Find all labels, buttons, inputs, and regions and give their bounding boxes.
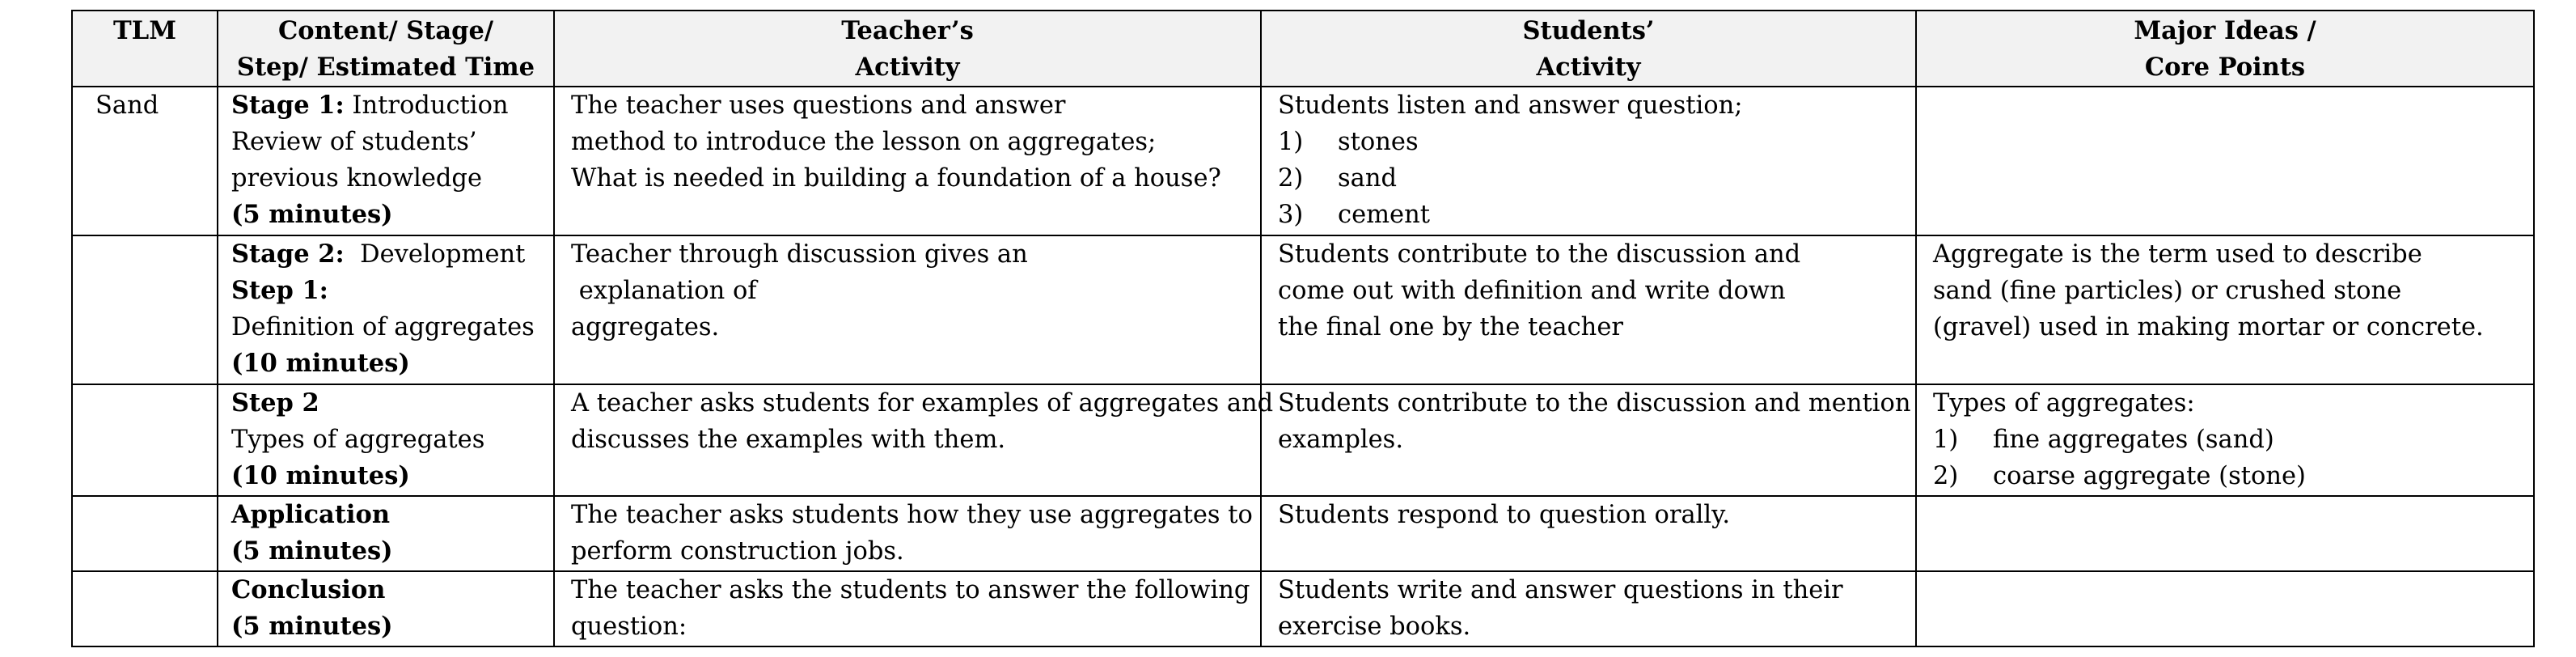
content-cell: Step 2 Types of aggregates (10 minutes) bbox=[218, 384, 554, 496]
content-cell bbox=[218, 496, 554, 571]
list-item: 1) stones bbox=[1278, 128, 1419, 156]
content-cell bbox=[218, 571, 554, 646]
header-content-stage: Content/ Stage/ Step/ Estimated Time bbox=[218, 11, 554, 87]
tlm-cell bbox=[72, 571, 218, 646]
major-ideas-cell bbox=[1916, 571, 2534, 646]
list-item: 2) coarse aggregate (stone) bbox=[1933, 462, 2306, 490]
step-label: Step 2 bbox=[231, 388, 319, 418]
major-ideas-cell bbox=[1916, 87, 2534, 235]
header-row bbox=[72, 11, 2534, 87]
content-cell: Stage 1: Introduction Review of students’ previous knowledge (5 minutes) bbox=[218, 87, 554, 235]
estimated-time: (10 minutes) bbox=[231, 349, 410, 378]
table-row bbox=[72, 571, 2534, 646]
table-row bbox=[72, 87, 2534, 235]
major-ideas-cell bbox=[1916, 496, 2534, 571]
estimated-time: (10 minutes) bbox=[231, 461, 410, 490]
lesson-plan-container bbox=[71, 10, 2533, 647]
students-activity-cell: Students listen and answer question; 1) stones 2) sand 3) cement bbox=[1261, 87, 1916, 235]
students-activity-cell: Students contribute to the discussion and mention examples. bbox=[1261, 384, 1916, 496]
header-major-ideas: Major Ideas / Core Points bbox=[1916, 11, 2534, 87]
students-activity-cell: Students respond to question orally. bbox=[1261, 496, 1916, 571]
major-ideas-cell: Types of aggregates: 1) fine aggregates (sand) 2) coarse aggregate (stone) bbox=[1916, 384, 2534, 496]
content-cell: Stage 2: Development Step 1: Definition of aggregates (10 minutes) bbox=[218, 235, 554, 384]
step-label: Step 1: bbox=[231, 276, 328, 305]
major-ideas-cell: Aggregate is the term used to describe sand (fine particles) or crushed stone (gravel) used in making mortar or concrete. bbox=[1916, 235, 2534, 384]
estimated-time: (5 minutes) bbox=[231, 536, 393, 566]
tlm-cell bbox=[72, 235, 218, 384]
tlm-cell: Sand bbox=[72, 87, 218, 235]
stage-title: Development bbox=[344, 240, 526, 269]
header-students-activity: Students’ Activity bbox=[1261, 11, 1916, 87]
students-activity-cell: Students contribute to the discussion and come out with definition and write down the final one by the teacher bbox=[1261, 235, 1916, 384]
tlm-cell bbox=[72, 384, 218, 496]
list-item: 2) sand bbox=[1278, 164, 1398, 193]
table-row bbox=[72, 235, 2534, 384]
table-row bbox=[72, 384, 2534, 496]
list-item: 1) fine aggregates (sand) bbox=[1933, 426, 2274, 454]
stage-label: Stage 2: bbox=[231, 239, 345, 269]
teacher-activity-cell: The teacher asks the students to answer the following question: bbox=[554, 571, 1261, 646]
estimated-time: (5 minutes) bbox=[231, 200, 393, 229]
header-tlm: TLM bbox=[72, 11, 218, 87]
section-title: Application bbox=[231, 500, 391, 529]
students-activity-cell: Students write and answer questions in their exercise books. bbox=[1261, 571, 1916, 646]
section-title: Conclusion bbox=[231, 575, 386, 604]
lesson-plan-table bbox=[71, 10, 2535, 647]
teacher-activity-cell: A teacher asks students for examples of aggregates and discusses the examples with them. bbox=[554, 384, 1261, 496]
stage-title: Introduction bbox=[344, 91, 509, 120]
header-teacher-activity: Teacher’s Activity bbox=[554, 11, 1261, 87]
teacher-activity-cell: Teacher through discussion gives an explanation of aggregates. bbox=[554, 235, 1261, 384]
estimated-time: (5 minutes) bbox=[231, 612, 393, 641]
stage-label: Stage 1: bbox=[231, 91, 345, 120]
teacher-activity-cell: The teacher asks students how they use aggregates to perform construction jobs. bbox=[554, 496, 1261, 571]
list-item: 3) cement bbox=[1278, 201, 1431, 229]
tlm-cell bbox=[72, 496, 218, 571]
teacher-activity-cell: The teacher uses questions and answer method to introduce the lesson on aggregates; What is needed in building a foundation of a house? bbox=[554, 87, 1261, 235]
table-row bbox=[72, 496, 2534, 571]
